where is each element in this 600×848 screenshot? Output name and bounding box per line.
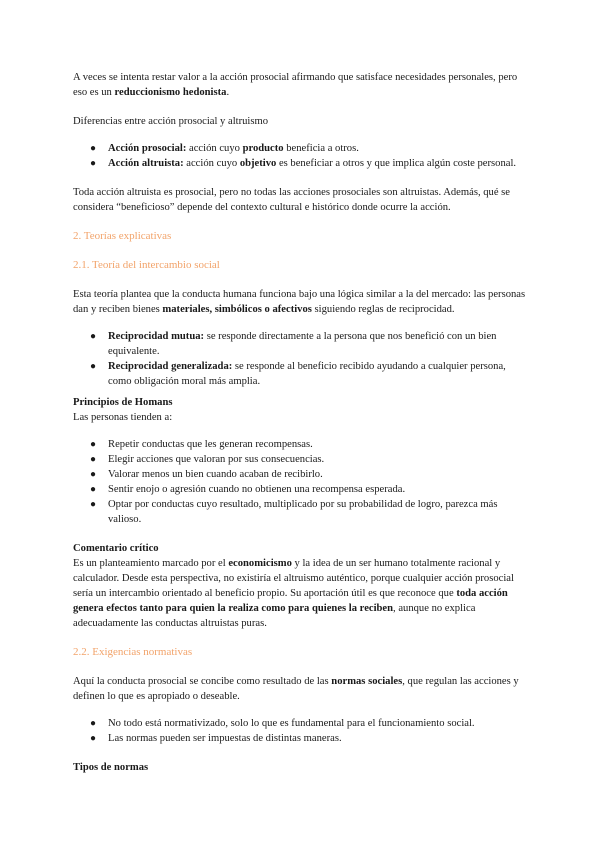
bullet-icon: ● [90, 454, 97, 465]
bold-text: producto [242, 143, 284, 154]
list-item [73, 452, 528, 467]
text: Elegir acciones que valoran por sus consecuencias. [108, 454, 325, 465]
bullet-icon: ● [90, 718, 97, 729]
bold-text: Reciprocidad mutua: [108, 331, 205, 342]
list-reciprocidad [73, 329, 528, 389]
list-item [73, 716, 528, 731]
bullet-icon: ● [90, 158, 97, 169]
text: Repetir conductas que les generan recompensas. [108, 439, 313, 450]
bold-text: normas sociales [331, 676, 403, 687]
list-homans [73, 437, 528, 527]
bullet-icon: ● [90, 143, 97, 154]
text: se responde directamente a la persona que nos benefició con un bien equivalente. [108, 331, 497, 357]
paragraph-homans-intro: Las personas tienden a: [73, 412, 173, 423]
text: Es un planteamiento marcado por el [73, 558, 229, 569]
text: Esta teoría plantea que la conducta humana funciona bajo una lógica similar a la del mercado: las personas dan y reciben bienes [73, 289, 526, 315]
text: se responde al beneficio recibido ayudando a cualquier persona, como obligación moral más amplia. [108, 361, 506, 387]
text: Las normas pueden ser impuestas de distintas maneras. [108, 733, 342, 744]
paragraph-diferencias: Diferencias entre acción prosocial y altruismo [73, 116, 269, 127]
list-diferencias [73, 141, 528, 171]
list-item [73, 467, 528, 482]
text: siguiendo reglas de reciprocidad. [311, 304, 455, 315]
text: , que regulan las acciones y definen lo que es apropiado o deseable. [73, 676, 519, 702]
bullet-icon: ● [90, 484, 97, 495]
list-item [73, 329, 528, 359]
heading-intercambio-social: 2.1. Teoría del intercambio social [73, 259, 220, 271]
paragraph-comentario-critico [73, 556, 528, 631]
bullet-icon: ● [90, 469, 97, 480]
heading-exigencias-normativas: 2.2. Exigencias normativas [73, 646, 193, 658]
paragraph-intercambio [73, 287, 528, 317]
text: es beneficiar a otros y que implica algún coste personal. [276, 158, 517, 169]
list-item [73, 497, 528, 527]
paragraph-normas-sociales [73, 674, 528, 704]
document-page [73, 70, 528, 775]
text: acción cuyo [186, 143, 243, 154]
text: acción cuyo [183, 158, 240, 169]
list-item [73, 156, 528, 171]
list-item [73, 141, 528, 156]
paragraph-altruista-prosocial: Toda acción altruista es prosocial, pero no todas las acciones prosociales son altruistas. Además, qué se considera “beneficioso” depende del contexto cultural e histórico donde ocurre la acción. [73, 187, 511, 213]
text: . [226, 87, 230, 98]
bold-text: Acción prosocial: [108, 143, 187, 154]
bold-text: materiales, simbólicos o afectivos [162, 304, 312, 315]
bold-text: Reciprocidad generalizada: [108, 361, 233, 372]
list-normas [73, 716, 528, 746]
bold-text: objetivo [239, 158, 277, 169]
bullet-icon: ● [90, 439, 97, 450]
list-item [73, 437, 528, 452]
heading-principios-homans: Principios de Homans [73, 397, 173, 408]
text: Aquí la conducta prosocial se concibe como resultado de las [73, 676, 332, 687]
bold-text: Acción altruista: [108, 158, 184, 169]
text: Sentir enojo o agresión cuando no obtienen una recompensa esperada. [108, 484, 406, 495]
bold-text: reduccionismo hedonista [114, 87, 227, 98]
list-item [73, 482, 528, 497]
paragraph-reduccionismo [73, 70, 528, 100]
bold-text: toda acción genera efectos tanto para quien la realiza como para quienes la reciben [73, 588, 508, 614]
bullet-icon: ● [90, 331, 97, 342]
text: Optar por conductas cuyo resultado, multiplicado por su probabilidad de logro, parezca más valioso. [108, 499, 498, 525]
list-item [73, 731, 528, 746]
bullet-icon: ● [90, 361, 97, 372]
text: A veces se intenta restar valor a la acción prosocial afirmando que satisface necesidades personales, pero eso es un [73, 72, 518, 98]
text: Valorar menos un bien cuando acaban de recibirlo. [108, 469, 323, 480]
heading-teorias: 2. Teorías explicativas [73, 230, 172, 242]
heading-comentario-critico: Comentario crítico [73, 543, 159, 554]
heading-tipos-normas: Tipos de normas [73, 762, 149, 773]
bullet-icon: ● [90, 733, 97, 744]
text: y la idea de un ser humano totalmente racional y calculador. Desde esta perspectiva, no existiría el altruismo auténtico, porque cualquier acción prosocial sería un intercambio orientado al beneficio propio. Su aportación útil es que reconoce que [73, 558, 514, 599]
text: No todo está normativizado, solo lo que es fundamental para el funcionamiento social. [108, 718, 475, 729]
list-item [73, 359, 528, 389]
text: , aunque no explica adecuadamente las conductas altruistas puras. [73, 603, 476, 629]
bullet-icon: ● [90, 499, 97, 510]
text: beneficia a otros. [283, 143, 359, 154]
bold-text: economicismo [228, 558, 292, 569]
